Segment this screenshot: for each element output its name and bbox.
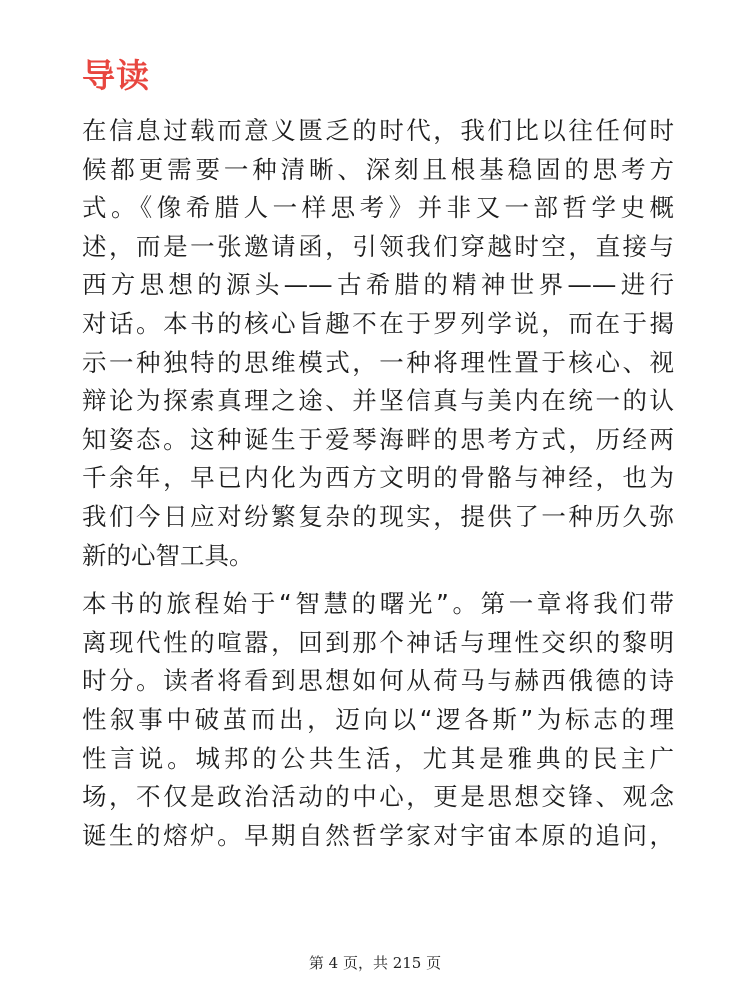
text-line: 知姿态。这种诞生于爱琴海畔的思考方式，历经两 <box>82 424 674 454</box>
text-line: 西方思想的源头——古希腊的精神世界——进行 <box>82 270 674 300</box>
paragraph-2 <box>82 585 674 855</box>
text-line: 述，而是一张邀请函，引领我们穿越时空，直接与 <box>82 231 674 261</box>
text-line: 我们今日应对纷繁复杂的现实，提供了一种历久弥 <box>82 501 674 531</box>
text-line: 新的心智工具。 <box>82 540 254 570</box>
text-line: 辩论为探索真理之途、并坚信真与美内在统一的认 <box>82 386 674 416</box>
text-line: 场，不仅是政治活动的中心，更是思想交锋、观念 <box>82 782 674 812</box>
text-line: 本书的旅程始于“智慧的曙光”。第一章将我们带 <box>82 589 674 619</box>
text-line: 候都更需要一种清晰、深刻且根基稳固的思考方 <box>82 154 674 184</box>
text-line: 示一种独特的思维模式，一种将理性置于核心、视 <box>82 347 674 377</box>
text-line: 性叙事中破茧而出，迈向以“逻各斯”为标志的理 <box>82 704 674 734</box>
text-line: 离现代性的喧嚣，回到那个神话与理性交织的黎明 <box>82 627 674 657</box>
text-line: 诞生的熔炉。早期自然哲学家对宇宙本原的追问， <box>82 820 674 850</box>
page-indicator: 第 4 页，共 215 页 <box>308 954 442 972</box>
text-line: 时分。读者将看到思想如何从荷马与赫西俄德的诗 <box>82 666 674 696</box>
section-title: 导读 <box>82 56 150 95</box>
text-line: 式。《像希腊人一样思考》并非又一部哲学史概 <box>82 193 674 223</box>
text-line: 性言说。城邦的公共生活，尤其是雅典的民主广 <box>82 743 674 773</box>
body-text <box>82 112 674 865</box>
text-line: 对话。本书的核心旨趣不在于罗列学说，而在于揭 <box>82 308 674 338</box>
text-line: 千余年，早已内化为西方文明的骨骼与神经，也为 <box>82 463 674 493</box>
text-line: 在信息过载而意义匮乏的时代，我们比以往任何时 <box>82 116 674 145</box>
paragraph-1 <box>82 112 674 575</box>
